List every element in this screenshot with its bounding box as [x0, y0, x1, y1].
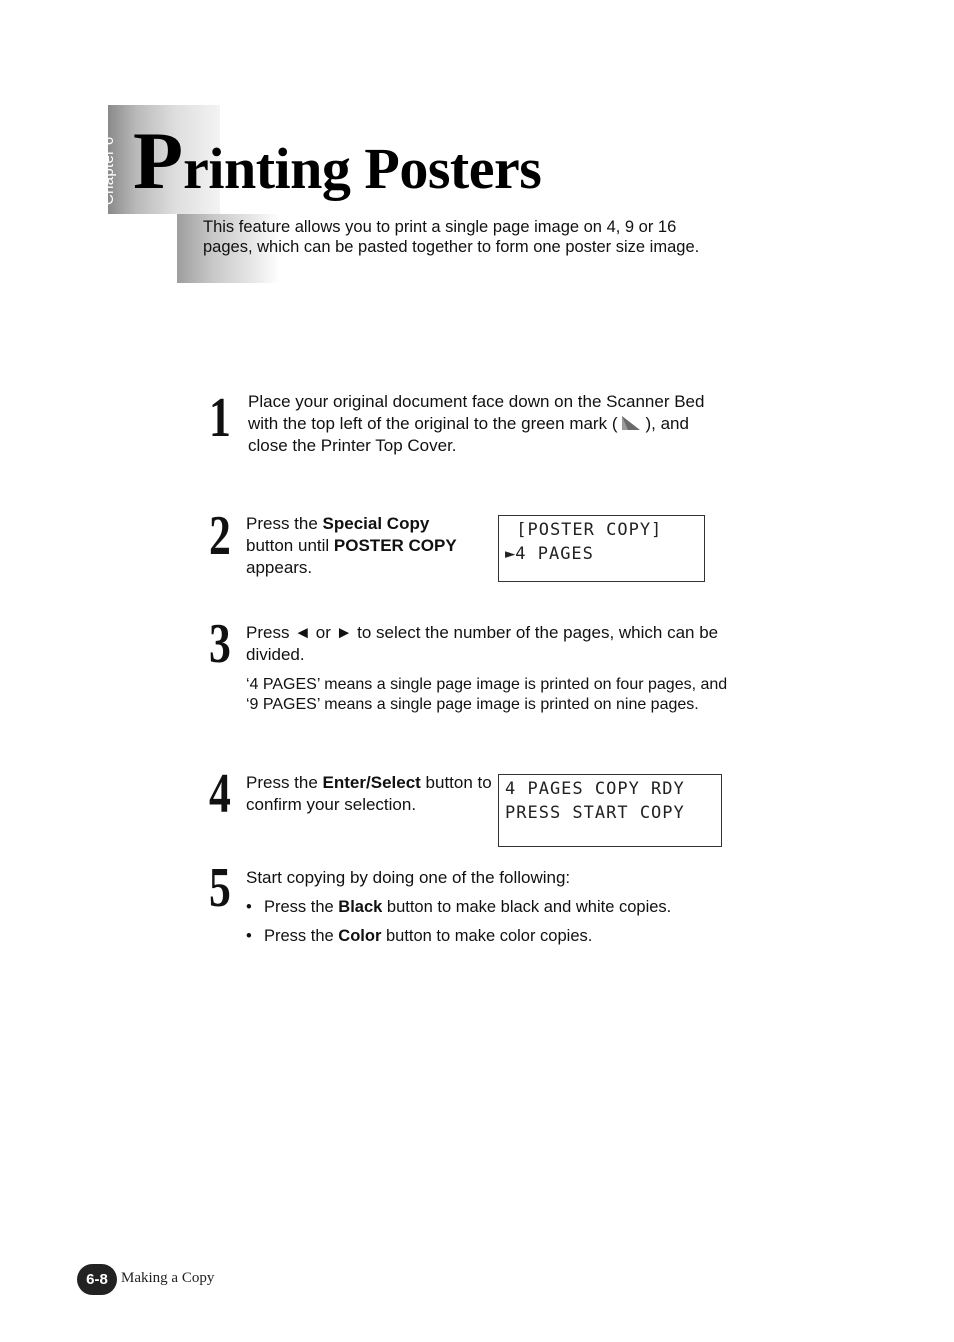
- step-1-number: 1: [209, 387, 231, 449]
- page-title: [133, 115, 542, 206]
- step-4-number: 4: [209, 763, 231, 825]
- lcd-cursor-icon: ►: [505, 544, 516, 564]
- step-5-number: 5: [209, 857, 231, 919]
- title-initial: P: [133, 115, 184, 206]
- left-arrow-icon: ◄: [294, 623, 312, 642]
- step-2-text-b: button until: [246, 536, 334, 555]
- step-2-number: 2: [209, 505, 231, 567]
- lcd-display-poster-copy: [498, 515, 705, 582]
- step-3-text-c: to select the number of the pages, which can be divided.: [246, 623, 719, 664]
- lcd-line-1: [POSTER COPY]: [505, 520, 663, 540]
- step-3-note: ‘4 PAGES’ means a single page image is printed on four pages, and ‘9 PAGES’ means a single page image is printed on nine pages.: [246, 676, 728, 713]
- lcd-line-2-text: 4 PAGES: [515, 544, 594, 564]
- bullet-text-b: button to make black and white copies.: [382, 898, 672, 916]
- bullet-text-b: button to make color copies.: [381, 927, 593, 945]
- lcd-line-1: 4 PAGES COPY RDY: [505, 779, 685, 799]
- bullet-text-a: Press the: [264, 927, 339, 945]
- step-1-text-a: Place your original document face down on the Scanner Bed with the top left of the original to the green mark (: [248, 392, 705, 433]
- title-rest: rinting Posters: [183, 136, 542, 201]
- step-4-text-a: Press the: [246, 773, 323, 792]
- lcd-line-2: PRESS START COPY: [505, 803, 685, 823]
- page-number-badge: 6-8: [77, 1264, 117, 1295]
- black-button-label: Black: [338, 898, 383, 916]
- color-button-label: Color: [338, 927, 382, 945]
- bullet-icon: •: [246, 898, 252, 916]
- intro-paragraph: This feature allows you to print a single page image on 4, 9 or 16 pages, which can be pasted together to form one poster size image.: [203, 218, 700, 256]
- step-2-text-c: appears.: [246, 558, 313, 577]
- special-copy-label: Special Copy: [322, 514, 430, 533]
- lcd-line-2: [505, 542, 698, 566]
- poster-copy-label: POSTER COPY: [333, 536, 457, 555]
- step-3-text-a: Press: [246, 623, 295, 642]
- step-3-number: 3: [209, 613, 231, 675]
- bullet-text-a: Press the: [264, 898, 339, 916]
- step-1-text: [248, 391, 718, 457]
- list-item: [246, 893, 746, 922]
- step-2-text-a: Press the: [246, 514, 323, 533]
- step-5-text: Start copying by doing one of the following:: [246, 868, 571, 887]
- step-5-bullet-list: [246, 893, 746, 951]
- step-3-text: [246, 622, 741, 666]
- bullet-icon: •: [246, 927, 252, 945]
- step-4-text-b: button to confirm your selection.: [246, 773, 492, 814]
- enter-select-label: Enter/Select: [322, 773, 421, 792]
- chapter-label: Chapter 6: [100, 136, 117, 205]
- right-arrow-icon: ►: [335, 623, 353, 642]
- footer-section-title: Making a Copy: [121, 1270, 215, 1286]
- lcd-display-ready: [498, 774, 722, 847]
- step-2-text: [246, 513, 481, 579]
- step-1-text-b: ), and close the Printer Top Cover.: [248, 414, 689, 455]
- list-item: [246, 922, 746, 951]
- green-mark-triangle-icon: [620, 415, 642, 431]
- step-4-text: [246, 772, 498, 816]
- step-3-text-b: or: [311, 623, 336, 642]
